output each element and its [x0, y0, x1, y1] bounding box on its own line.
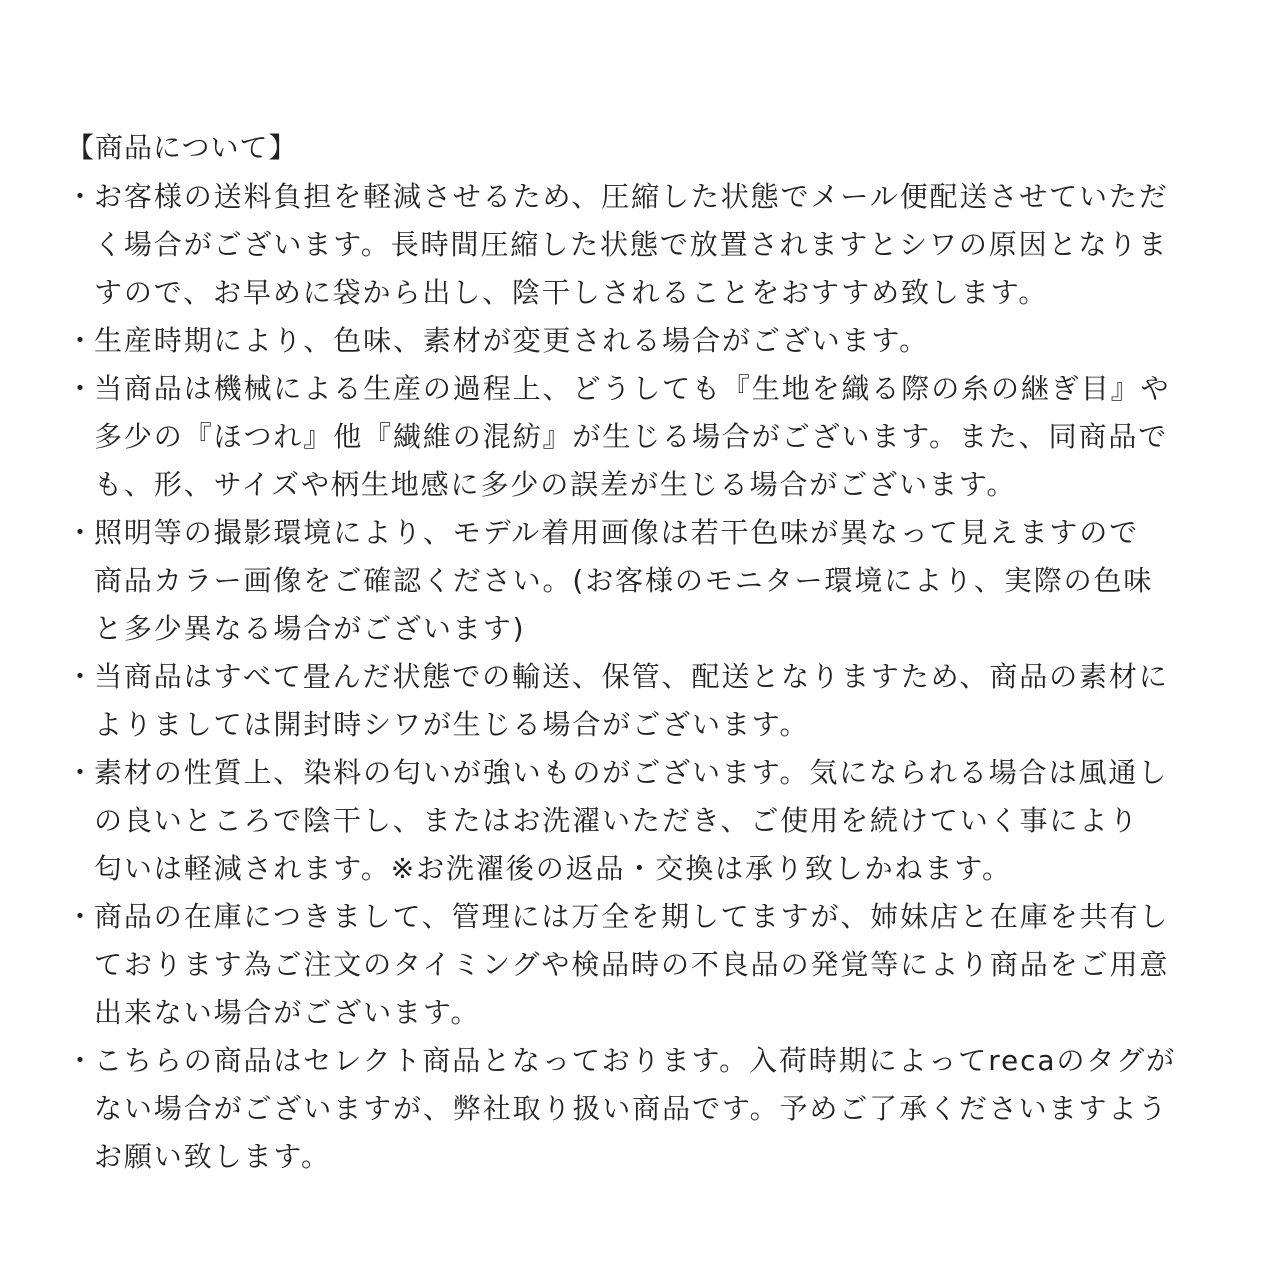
list-item-text: [94, 1037, 1226, 1181]
bullet: ・: [66, 900, 95, 933]
text-line: 出来ない場合がございます。: [94, 996, 481, 1029]
notice-title: 【商品について】: [66, 131, 298, 164]
list-item: [66, 509, 1226, 653]
text-line: お客様の送料負担を軽減させるため、圧縮した状態でメール便配送させていただ: [94, 180, 1169, 213]
bullet: ・: [66, 516, 95, 549]
bullet: ・: [66, 372, 95, 405]
text-line: 素材の性質上、染料の匂いが強いものがございます。気になられる場合は風通し: [94, 756, 1169, 789]
list-item-text: [94, 317, 1226, 365]
product-notice: [66, 125, 1226, 1181]
text-line: ております為ご注文のタイミングや検品時の不良品の発覚等により商品をご用意: [94, 948, 1170, 981]
notice-list: [66, 173, 1226, 1181]
list-item-text: [94, 749, 1226, 893]
list-item-text: [94, 653, 1226, 749]
bullet: ・: [66, 660, 95, 693]
bullet: ・: [66, 756, 95, 789]
text-line: よりましては開封時シワが生じる場合がございます。: [94, 708, 810, 741]
list-item: [66, 365, 1226, 509]
text-line: 商品の在庫につきまして、管理には万全を期してますが、姉妹店と在庫を共有し: [94, 900, 1170, 933]
list-item: [66, 893, 1226, 1037]
list-item: [66, 173, 1226, 317]
bullet: ・: [66, 1044, 95, 1077]
bullet: ・: [66, 180, 95, 213]
list-item-text: [94, 365, 1226, 509]
text-line: 多少の『ほつれ』他『繊維の混紡』が生じる場合がございます。また、同商品で: [94, 420, 1169, 453]
list-item: [66, 317, 1226, 365]
text-line: ない場合がございますが、弊社取り扱い商品です。予めご了承くださいますよう: [94, 1092, 1169, 1125]
list-item-text: [94, 893, 1226, 1037]
text-line: お願い致します。: [94, 1140, 331, 1173]
text-line: 匂いは軽減されます。※お洗濯後の返品・交換は承り致しかねます。: [94, 852, 1012, 885]
text-line: 当商品はすべて畳んだ状態での輸送、保管、配送となりますため、商品の素材に: [94, 660, 1169, 693]
list-item: [66, 1037, 1226, 1181]
text-line: の良いところで陰干し、またはお洗濯いただき、ご使用を続けていく事により: [94, 804, 1140, 837]
text-line: 生産時期により、色味、素材が変更される場合がございます。: [94, 324, 929, 357]
text-line: 当商品は機械による生産の過程上、どうしても『生地を織る際の糸の継ぎ目』や: [94, 372, 1171, 405]
text-line: こちらの商品はセレクト商品となっております。入荷時期によってrecaのタグが: [94, 1044, 1177, 1077]
list-item-text: [94, 509, 1226, 653]
text-line: 照明等の撮影環境により、モデル着用画像は若干色味が異なって見えますので: [94, 516, 1140, 549]
list-item: [66, 749, 1226, 893]
text-line: 商品カラー画像をご確認ください。(お客様のモニター環境により、実際の色味: [94, 564, 1154, 597]
list-item-text: [94, 173, 1226, 317]
text-line: と多少異なる場合がございます): [94, 612, 526, 645]
text-line: も、形、サイズや柄生地感に多少の誤差が生じる場合がございます。: [94, 468, 1017, 501]
list-item: [66, 653, 1226, 749]
text-line: く場合がございます。長時間圧縮した状態で放置されますとシワの原因となりま: [94, 228, 1169, 261]
text-line: すので、お早めに袋から出し、陰干しされることをおすすめ致します。: [94, 276, 1049, 309]
bullet: ・: [66, 324, 95, 357]
